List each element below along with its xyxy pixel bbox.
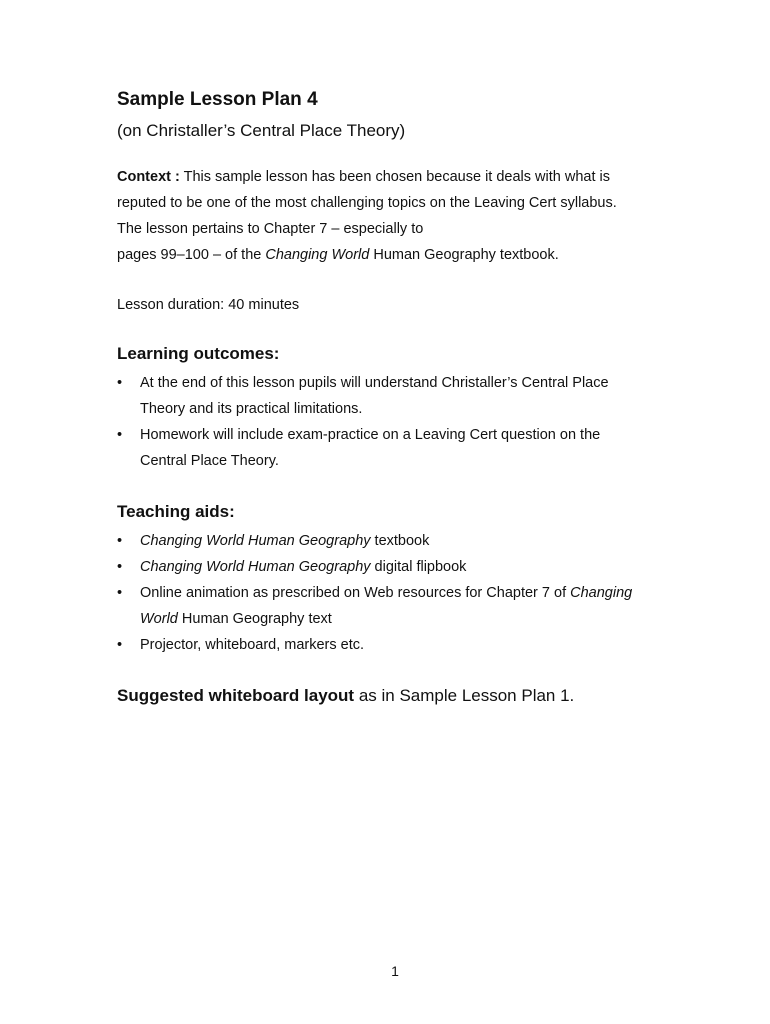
list-item [117, 422, 687, 474]
learning-outcomes-heading: Learning outcomes: [117, 344, 280, 363]
list-item-line: Homework will include exam-practice on a Leaving Cert question on the [140, 427, 601, 443]
context-line-2: reputed to be one of the most challenging topics on the Leaving Cert syllabus. [117, 195, 617, 211]
book-title-part: Changing [570, 585, 633, 601]
page-title: Sample Lesson Plan 4 [117, 89, 318, 110]
context-line-3: The lesson pertains to Chapter 7 – especially to [117, 221, 424, 237]
list-item-text: Online animation as prescribed on Web resources for Chapter 7 of [140, 585, 571, 601]
context-line-4-prefix: pages 99–100 – of the [117, 247, 266, 263]
context-line-1 [117, 164, 687, 190]
learning-outcomes-list [117, 370, 687, 474]
context-paragraph [117, 164, 687, 268]
bullet-icon: • [117, 637, 123, 653]
list-item-line [140, 606, 687, 632]
list-item [117, 554, 687, 580]
lesson-duration: Lesson duration: 40 minutes [117, 297, 300, 313]
teaching-aids-heading: Teaching aids: [117, 502, 235, 521]
list-item [117, 580, 687, 632]
whiteboard-note [117, 684, 687, 708]
list-item-text: Human Geography text [177, 611, 332, 627]
list-item-text: Projector, whiteboard, markers etc. [140, 637, 365, 653]
book-title-part: World [140, 611, 178, 627]
list-item-text: textbook [370, 533, 430, 549]
whiteboard-text: as in Sample Lesson Plan 1. [354, 686, 575, 705]
page-number: 1 [391, 963, 399, 979]
bullet-icon: • [117, 533, 123, 549]
book-title: Changing World Human Geography [140, 559, 371, 575]
bullet-icon: • [117, 559, 123, 575]
whiteboard-label: Suggested whiteboard layout [117, 686, 355, 705]
list-item [117, 528, 687, 554]
list-item [117, 632, 687, 658]
context-line-4 [117, 242, 687, 268]
context-line-4-suffix: Human Geography textbook. [369, 247, 559, 263]
bullet-icon: • [117, 585, 123, 601]
list-item-text: digital flipbook [370, 559, 467, 575]
book-title: Changing World Human Geography [140, 533, 371, 549]
list-item [117, 370, 687, 422]
context-label: Context : [117, 169, 180, 185]
bullet-icon: • [117, 375, 123, 391]
page-subtitle: (on Christaller’s Central Place Theory) [117, 121, 406, 140]
list-item-line: Theory and its practical limitations. [140, 401, 363, 417]
context-book-title: Changing World [265, 247, 370, 263]
list-item-line: Central Place Theory. [140, 453, 279, 469]
context-text-1: This sample lesson has been chosen because it deals with what is [179, 169, 610, 185]
teaching-aids-list [117, 528, 687, 658]
list-item-line: At the end of this lesson pupils will understand Christaller’s Central Place [140, 375, 609, 391]
bullet-icon: • [117, 427, 123, 443]
list-item-line [140, 580, 687, 606]
page-content [117, 88, 687, 725]
